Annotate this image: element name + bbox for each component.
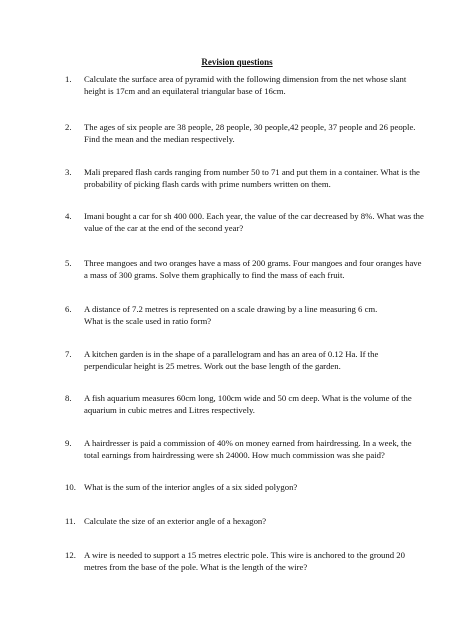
question-4 xyxy=(65,210,437,234)
question-number: 11. xyxy=(65,516,76,526)
question-7 xyxy=(65,348,437,372)
question-text: A kitchen garden is in the shape of a parallelogram and has an area of 0.12 Ha. If the perpendicular height is 25 metres. Work out the base length of the garden. xyxy=(84,349,379,371)
question-text: A wire is needed to support a 15 metres electric pole. This wire is anchored to the ground 20 metres from the base of the pole. What is the length of the wire? xyxy=(84,550,405,572)
question-10 xyxy=(65,481,437,493)
question-number: 3. xyxy=(65,167,72,177)
question-number: 6. xyxy=(65,304,72,314)
question-number: 4. xyxy=(65,211,72,221)
question-number: 8. xyxy=(65,393,72,403)
question-text: What is the sum of the interior angles of a six sided polygon? xyxy=(84,482,298,492)
question-3 xyxy=(65,166,437,190)
question-1 xyxy=(65,73,437,97)
question-number: 2. xyxy=(65,122,72,132)
question-text: Mali prepared flash cards ranging from number 50 to 71 and put them in a container. What is the probability of picking flash cards with prime numbers written on them. xyxy=(84,167,420,189)
question-text: A distance of 7.2 metres is represented on a scale drawing by a line measuring 6 cm. What is the scale used in ratio form? xyxy=(84,304,378,326)
question-number: 5. xyxy=(65,258,72,268)
question-text: Calculate the size of an exterior angle of a hexagon? xyxy=(84,516,267,526)
question-number: 1. xyxy=(65,74,72,84)
question-text: Imani bought a car for sh 400 000. Each year, the value of the car decreased by 8%. What was the value of the car at the end of the second year? xyxy=(84,211,424,233)
question-text: Calculate the surface area of pyramid with the following dimension from the net whose slant height is 17cm and an equilateral triangular base of 16cm. xyxy=(84,74,407,96)
question-number: 7. xyxy=(65,349,72,359)
question-text: Three mangoes and two oranges have a mass of 200 grams. Four mangoes and four oranges have a mass of 300 grams. Solve them graphically to find the mass of each fruit. xyxy=(84,258,422,280)
question-12 xyxy=(65,549,437,573)
page-title: Revision questions xyxy=(201,57,273,67)
question-number: 12. xyxy=(65,550,76,560)
question-2 xyxy=(65,121,437,145)
question-9 xyxy=(65,437,437,461)
question-8 xyxy=(65,392,437,416)
question-text: The ages of six people are 38 people, 28 people, 30 people,42 people, 37 people and 26 people. Find the mean and the median respectively. xyxy=(84,122,416,144)
question-number: 9. xyxy=(65,438,72,448)
question-11 xyxy=(65,515,437,527)
question-text: A fish aquarium measures 60cm long, 100cm wide and 50 cm deep. What is the volume of the aquarium in cubic metres and Litres respectively. xyxy=(84,393,412,415)
question-text: A hairdresser is paid a commission of 40% on money earned from hairdressing. In a week, the total earnings from hairdressing were sh 24000. How much commission was she paid? xyxy=(84,438,412,460)
question-6 xyxy=(65,303,437,327)
question-number: 10. xyxy=(65,482,76,492)
question-5 xyxy=(65,257,437,281)
